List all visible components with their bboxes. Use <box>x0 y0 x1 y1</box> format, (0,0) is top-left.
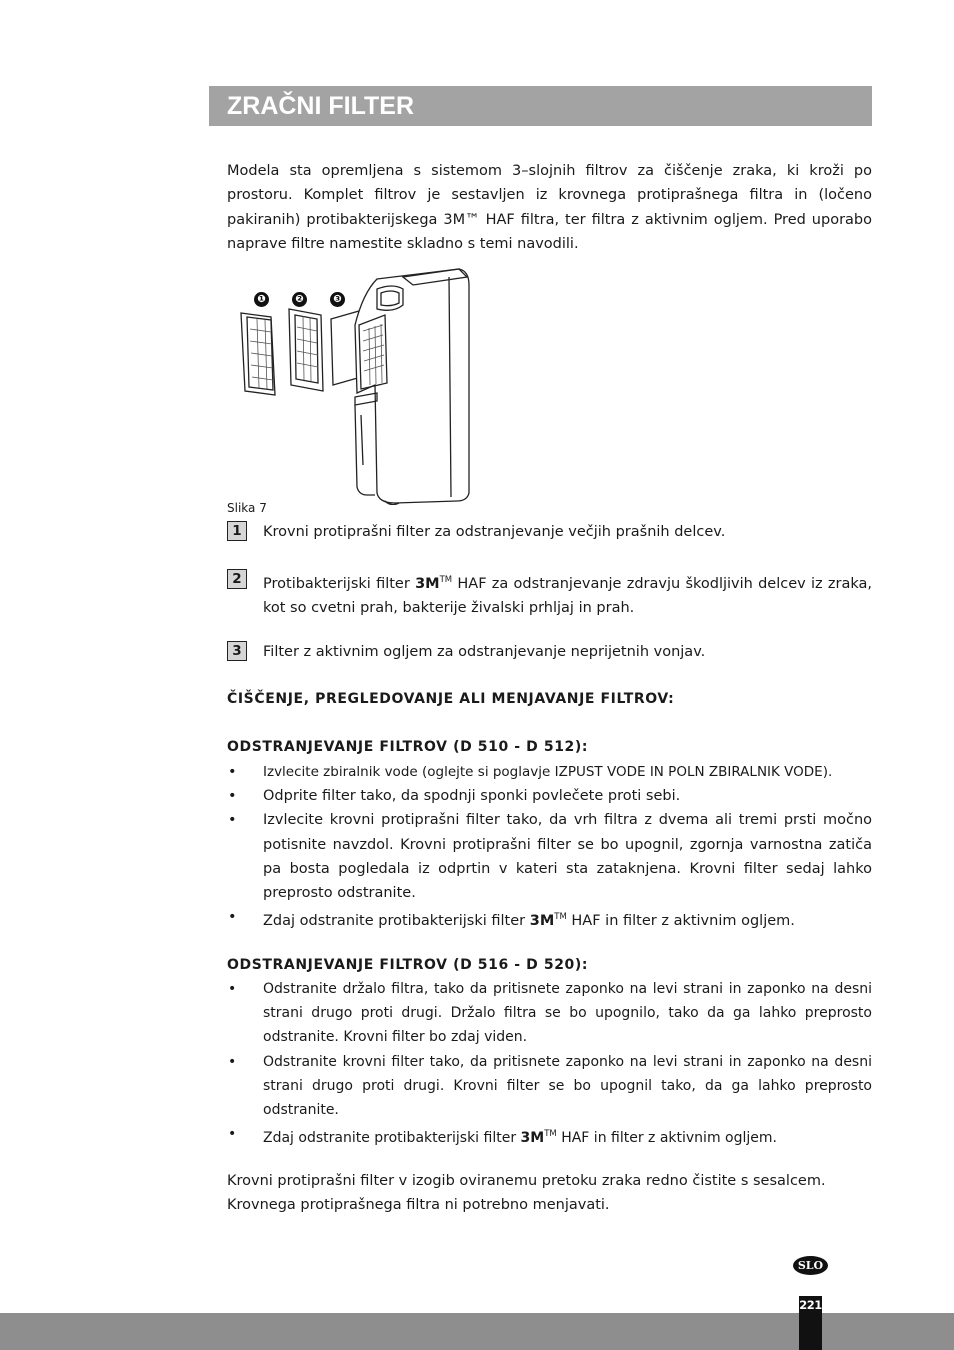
item-text: Krovni protiprašni filter za odstranjevanje večjih prašnih delcev. <box>263 524 726 540</box>
list-item: • Odstranite krovni filter tako, da pritisnete zaponko na levi strani in zaponko na desni strani drugo proti drugi. Krovni filter se bo upognil tako, da ga lahko preprosto odstranite. <box>228 1053 872 1119</box>
list-item: • Izvlecite zbiralnik vode (oglejte si poglavje IZPUST VODE IN POLN ZBIRALNIK VODE). <box>228 764 833 780</box>
item-text: Protibakterijski filter 3M™ HAF za odstranjevanje zdravju škodljivih delcev iz zraka, kot so cvetni prah, bakterije živalski prhljaj in prah. <box>263 575 872 616</box>
figure-caption: Slika 7 <box>227 501 267 515</box>
list-item: • Odstranite držalo filtra, tako da pritisnete zaponko na levi strani in zaponko na desni strani drugo proti drugi. Držalo filtra se bo upognilo, tako da ga lahko preprosto odstranite. Krovni filter bo zdaj viden. <box>228 981 872 1046</box>
closing-line-1: Krovni protiprašni filter v izogib oviranemu pretoku zraka redno čistite s sesalcem. <box>227 1173 826 1189</box>
bullet-list-d516-d520 <box>227 977 872 1150</box>
page-number: 221 <box>799 1298 822 1312</box>
filter-item-1 <box>227 520 872 544</box>
filter-item-2 <box>227 568 872 620</box>
closing-note <box>227 1169 872 1218</box>
item-number: 2 <box>227 569 247 589</box>
title-bar <box>209 86 872 126</box>
list-item: • Odprite filter tako, da spodnji sponki povlečete proti sebi. <box>228 788 681 805</box>
list-item: • Zdaj odstranite protibakterijski filter 3M™ HAF in filter z aktivnim ogljem. <box>228 1126 777 1147</box>
section-heading: ČIŠČENJE, PREGLEDOVANJE ALI MENJAVANJE FILTROV: <box>227 691 675 707</box>
intro-paragraph: Modela sta opremljena s sistemom 3–slojnih filtrov za čiščenje zraka, ki kroži po prostoru. Komplet filtrov je sestavljen iz krovnega protiprašnega filtra in (ločeno pakiranih) protibakterijskega 3M™ HAF filtra, ter filtra z aktivnim ogljem. Pred uporabo naprave filtre namestite skladno s temi navodili. <box>227 163 872 252</box>
bullet-list-d510-d512 <box>227 760 872 933</box>
figure-marker-1: ❶ <box>254 292 269 307</box>
figure-marker-2: ❷ <box>292 292 307 307</box>
page-title: ZRAČNI FILTER <box>227 92 415 120</box>
filter-item-3 <box>227 640 872 664</box>
item-text: Filter z aktivnim ogljem za odstranjevanje neprijetnih vonjav. <box>263 644 706 660</box>
subheading-d510-d512: ODSTRANJEVANJE FILTROV (D 510 - D 512): <box>227 739 589 755</box>
item-number: 1 <box>227 521 247 541</box>
filter-illustration <box>227 265 487 505</box>
subheading-d516-d520: ODSTRANJEVANJE FILTROV (D 516 - D 520): <box>227 957 589 973</box>
list-item: • Zdaj odstranite protibakterijski filter 3M™ HAF in filter z aktivnim ogljem. <box>228 909 795 930</box>
closing-line-2: Krovnega protiprašnega filtra ni potrebno menjavati. <box>227 1197 610 1214</box>
language-badge: SLO <box>793 1256 828 1275</box>
item-number: 3 <box>227 641 247 661</box>
list-item: • Izvlecite krovni protiprašni filter tako, da vrh filtra z dvema ali tremi prsti močno potisnite navzdol. Krovni protiprašni filter se bo upognil, zgornja varnostna zatiča pa bosta pogledala iz odprtin v kateri sta zataknjena. Krovni filter sedaj lahko preprosto odstranite. <box>228 812 872 902</box>
figure-marker-3: ❸ <box>330 292 345 307</box>
